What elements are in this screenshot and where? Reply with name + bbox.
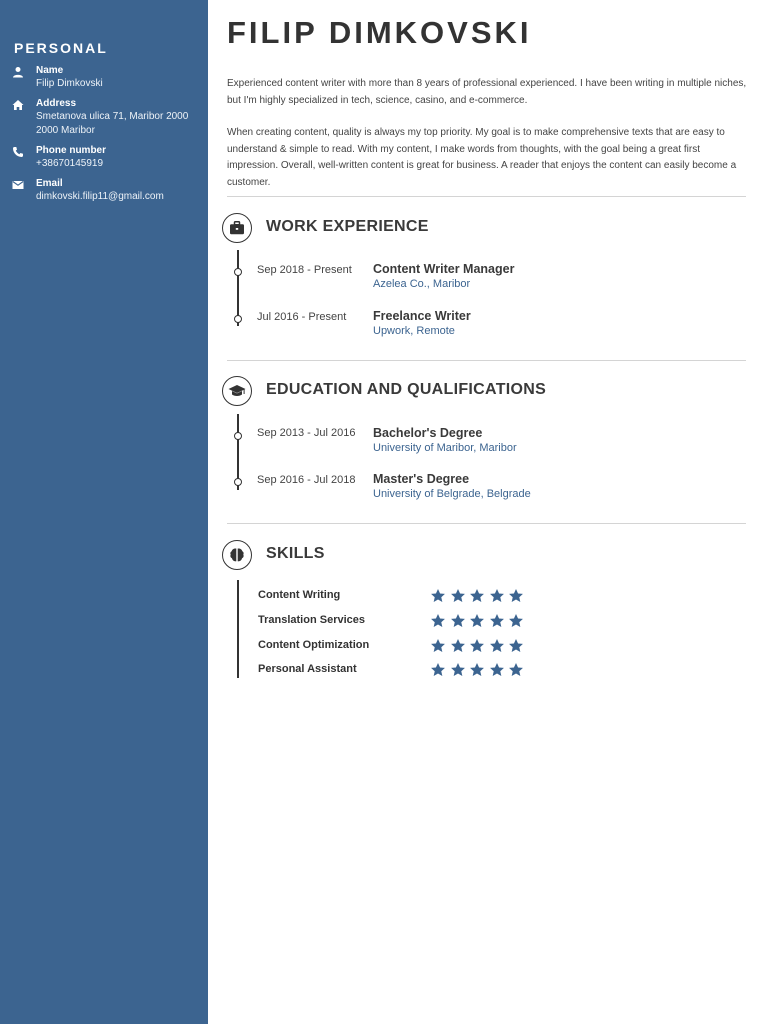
star-icon (469, 638, 485, 654)
home-icon (12, 99, 24, 111)
skill-rating (430, 613, 524, 629)
skill-name: Personal Assistant (258, 663, 357, 675)
education-entry (373, 426, 517, 456)
star-icon (508, 662, 524, 678)
education-title: EDUCATION AND QUALIFICATIONS (266, 381, 547, 398)
education-entry (373, 472, 531, 502)
personal-phone (12, 144, 200, 171)
skill-rating (430, 638, 524, 654)
mail-icon (12, 179, 24, 191)
star-icon (430, 613, 446, 629)
briefcase-icon (222, 213, 252, 243)
work-date: Jul 2016 - Present (257, 311, 347, 323)
timeline-dot (234, 315, 242, 323)
timeline-dot (234, 268, 242, 276)
work-role: Freelance Writer (373, 309, 471, 323)
sidebar (0, 0, 208, 1024)
star-icon (430, 638, 446, 654)
personal-address (12, 97, 200, 138)
personal-email (12, 177, 200, 204)
summary-paragraph-1: Experienced content writer with more than 8 years of professional experienced. I have been writing in multiple niches, but I'm highly specialized in tech, science, casino, and e-commerce. (227, 78, 747, 106)
star-icon (450, 613, 466, 629)
phone-label: Phone number (36, 145, 107, 156)
work-entry (373, 262, 514, 292)
timeline-dot (234, 432, 242, 440)
star-icon (489, 662, 505, 678)
star-icon (430, 662, 446, 678)
star-icon (450, 662, 466, 678)
work-organization: Azelea Co., Maribor (373, 278, 471, 290)
brain-icon (222, 540, 252, 570)
skill-rating (430, 588, 524, 604)
skill-name: Translation Services (258, 614, 365, 626)
timeline-dot (234, 478, 242, 486)
divider (227, 360, 746, 361)
email-value[interactable]: dimkovski.filip11@gmail.com (36, 191, 164, 202)
star-icon (489, 613, 505, 629)
personal-heading: PERSONAL (14, 40, 108, 56)
phone-icon (12, 146, 24, 158)
education-date: Sep 2013 - Jul 2016 (257, 427, 356, 439)
main-content (227, 0, 747, 191)
skill-name: Content Writing (258, 589, 341, 601)
skills-timeline (237, 580, 239, 678)
address-label: Address (36, 98, 77, 109)
divider (227, 196, 746, 197)
education-institution: University of Maribor, Maribor (373, 442, 517, 454)
address-value: Smetanova ulica 71, Maribor 2000 2000 Maribor (36, 111, 189, 136)
star-icon (489, 638, 505, 654)
star-icon (469, 588, 485, 604)
skill-name: Content Optimization (258, 639, 370, 651)
star-icon (469, 662, 485, 678)
star-icon (450, 588, 466, 604)
name-label: Name (36, 65, 64, 76)
person-name: FILIP DIMKOVSKI (227, 15, 532, 50)
education-degree: Master's Degree (373, 472, 470, 486)
star-icon (469, 613, 485, 629)
email-label: Email (36, 178, 63, 189)
divider (227, 523, 746, 524)
work-experience-title: WORK EXPERIENCE (266, 218, 429, 235)
summary-paragraph-2: When creating content, quality is always my top priority. My goal is to make comprehensive texts that are easy to understand & simple to read. With my content, I make words from thoughts, with the goal being a great first impression. Overall, well-written content is great for business. A reader that enjoys the content can easily become a customer. (227, 127, 737, 188)
star-icon (450, 638, 466, 654)
education-degree: Bachelor's Degree (373, 426, 483, 440)
star-icon (430, 588, 446, 604)
person-icon (12, 66, 24, 78)
star-icon (489, 588, 505, 604)
work-role: Content Writer Manager (373, 262, 515, 276)
work-entry (373, 309, 471, 339)
work-date: Sep 2018 - Present (257, 264, 352, 276)
name-value: Filip Dimkovski (36, 78, 103, 89)
graduation-cap-icon (222, 376, 252, 406)
education-institution: University of Belgrade, Belgrade (373, 488, 531, 500)
education-date: Sep 2016 - Jul 2018 (257, 474, 356, 486)
skills-title: SKILLS (266, 545, 325, 562)
personal-name (12, 64, 200, 91)
phone-value: +38670145919 (36, 158, 104, 169)
skill-rating (430, 662, 524, 678)
star-icon (508, 613, 524, 629)
star-icon (508, 588, 524, 604)
star-icon (508, 638, 524, 654)
work-organization: Upwork, Remote (373, 325, 455, 337)
